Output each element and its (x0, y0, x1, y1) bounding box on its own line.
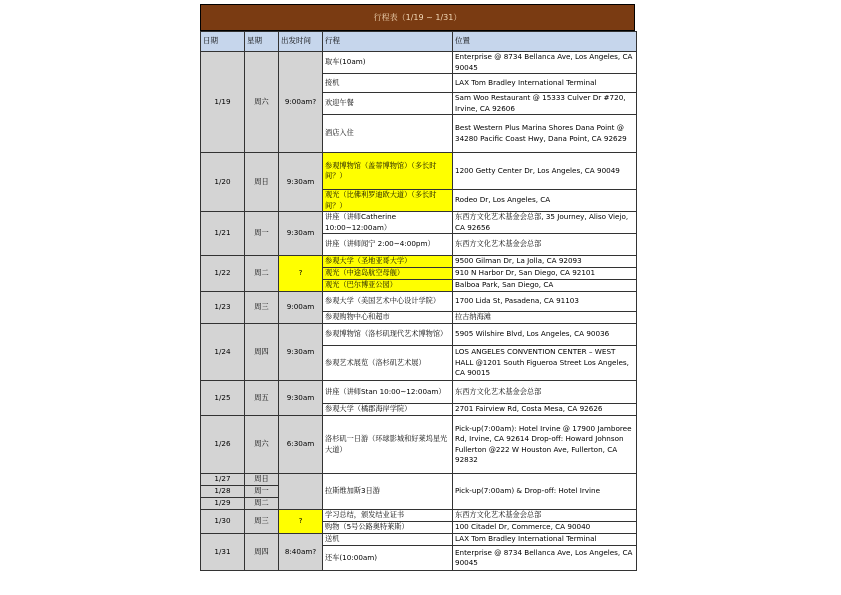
header-time: 出发时间 (279, 32, 323, 52)
location-cell: 1200 Getty Center Dr, Los Angeles, CA 90049 (453, 153, 637, 190)
time-cell: 9:30am (279, 381, 323, 416)
location-cell: 东西方文化艺术基金会总部, 35 Journey, Aliso Viejo, CA 92656 (453, 212, 637, 234)
trip-cell: 拉斯维加斯3日游 (323, 474, 453, 510)
date-cell: 1/21 (201, 212, 245, 256)
day-cell: 周二 (245, 498, 279, 510)
table-row (201, 153, 637, 190)
trip-cell: 观光（比佛利罗迪欧大道）（多长时间？） (323, 190, 453, 212)
date-cell: 1/22 (201, 256, 245, 292)
day-cell: 周六 (245, 416, 279, 474)
header-date: 日期 (201, 32, 245, 52)
trip-cell: 还车(10:00am) (323, 546, 453, 571)
trip-cell: 送机 (323, 534, 453, 546)
location-cell: 910 N Harbor Dr, San Diego, CA 92101 (453, 268, 637, 280)
day-cell: 周一 (245, 212, 279, 256)
trip-cell: 参观购物中心和超市 (323, 312, 453, 324)
date-cell: 1/29 (201, 498, 245, 510)
location-cell: Best Western Plus Marina Shores Dana Point @ 34280 Pacific Coast Hwy, Dana Point, CA 92629 (453, 115, 637, 153)
time-cell: 8:40am? (279, 534, 323, 571)
table-row (201, 292, 637, 312)
header-row (201, 32, 637, 52)
time-cell: 9:30am (279, 153, 323, 212)
table-row (201, 256, 637, 268)
time-cell (279, 474, 323, 510)
table-row (201, 510, 637, 522)
date-cell: 1/27 (201, 474, 245, 486)
date-cell: 1/20 (201, 153, 245, 212)
day-cell: 周二 (245, 256, 279, 292)
sheet-title: 行程表（1/19 ~ 1/31） (200, 4, 635, 31)
trip-cell: 取车(10am) (323, 52, 453, 74)
location-cell: Sam Woo Restaurant @ 15333 Culver Dr #720, Irvine, CA 92606 (453, 93, 637, 115)
date-cell: 1/31 (201, 534, 245, 571)
time-cell: ? (279, 256, 323, 292)
trip-cell: 讲座（讲师闻宁 2:00~4:00pm） (323, 234, 453, 256)
table-row (201, 212, 637, 234)
time-cell: 6:30am (279, 416, 323, 474)
day-cell: 周四 (245, 324, 279, 381)
trip-cell: 讲座（讲师Catherine 10:00~12:00am） (323, 212, 453, 234)
location-cell: LAX Tom Bradley International Terminal (453, 534, 637, 546)
location-cell: 东西方文化艺术基金会总部 (453, 510, 637, 522)
time-cell: 9:30am (279, 212, 323, 256)
day-cell: 周日 (245, 153, 279, 212)
time-cell: 9:30am (279, 324, 323, 381)
location-cell: 100 Citadel Dr, Commerce, CA 90040 (453, 522, 637, 534)
location-cell: 拉古纳海滩 (453, 312, 637, 324)
trip-cell: 洛杉矶一日游（环球影城和好莱坞星光大道） (323, 416, 453, 474)
itinerary-table (200, 31, 637, 571)
time-cell: 9:00am? (279, 52, 323, 153)
itinerary-body (201, 52, 637, 571)
location-cell: 1700 Lida St, Pasadena, CA 91103 (453, 292, 637, 312)
date-cell: 1/28 (201, 486, 245, 498)
table-row (201, 416, 637, 474)
trip-cell: 购物（5号公路奥特莱斯） (323, 522, 453, 534)
table-row (201, 324, 637, 346)
trip-cell: 参观大学（橘郡海岸学院） (323, 404, 453, 416)
date-cell: 1/19 (201, 52, 245, 153)
date-cell: 1/23 (201, 292, 245, 324)
trip-cell: 参观博物馆（盖蒂博物馆）（多长时间？） (323, 153, 453, 190)
location-cell: Pick-up(7:00am) & Drop-off: Hotel Irvine (453, 474, 637, 510)
location-cell: 9500 Gilman Dr, La Jolla, CA 92093 (453, 256, 637, 268)
table-row (201, 474, 637, 486)
table-row (201, 52, 637, 74)
location-cell: 东西方文化艺术基金会总部 (453, 234, 637, 256)
location-cell: Balboa Park, San Diego, CA (453, 280, 637, 292)
time-cell: ? (279, 510, 323, 534)
date-cell: 1/24 (201, 324, 245, 381)
location-cell: 东西方文化艺术基金会总部 (453, 381, 637, 404)
trip-cell: 讲座（讲师Stan 10:00~12:00am） (323, 381, 453, 404)
location-cell: Enterprise @ 8734 Bellanca Ave, Los Angeles, CA 90045 (453, 546, 637, 571)
day-cell: 周五 (245, 381, 279, 416)
trip-cell: 接机 (323, 74, 453, 93)
time-cell: 9:00am (279, 292, 323, 324)
location-cell: Enterprise @ 8734 Bellanca Ave, Los Angeles, CA 90045 (453, 52, 637, 74)
day-cell: 周六 (245, 52, 279, 153)
trip-cell: 观光（中途岛航空母舰） (323, 268, 453, 280)
day-cell: 周一 (245, 486, 279, 498)
trip-cell: 参观博物馆（洛杉矶现代艺术博物馆） (323, 324, 453, 346)
date-cell: 1/26 (201, 416, 245, 474)
day-cell: 周四 (245, 534, 279, 571)
table-row (201, 534, 637, 546)
trip-cell: 参观大学（美国艺术中心设计学院） (323, 292, 453, 312)
header-day: 星期 (245, 32, 279, 52)
trip-cell: 观光（巴尔博亚公园） (323, 280, 453, 292)
date-cell: 1/25 (201, 381, 245, 416)
trip-cell: 学习总结，颁发结业证书 (323, 510, 453, 522)
trip-cell: 酒店入住 (323, 115, 453, 153)
trip-cell: 参观艺术展览（洛杉矶艺术展） (323, 346, 453, 381)
location-cell: 2701 Fairview Rd, Costa Mesa, CA 92626 (453, 404, 637, 416)
location-cell: 5905 Wilshire Blvd, Los Angeles, CA 90036 (453, 324, 637, 346)
day-cell: 周三 (245, 510, 279, 534)
location-cell: Pick-up(7:00am): Hotel Irvine @ 17900 Jamboree Rd, Irvine, CA 92614 Drop-off: Howard Johnson Fullerton @222 W Houston Ave, Fullerton, CA 92832 (453, 416, 637, 474)
location-cell: LAX Tom Bradley International Terminal (453, 74, 637, 93)
trip-cell: 欢迎午餐 (323, 93, 453, 115)
header-location: 位置 (453, 32, 637, 52)
location-cell: Rodeo Dr, Los Angeles, CA (453, 190, 637, 212)
table-row (201, 381, 637, 404)
day-cell: 周日 (245, 474, 279, 486)
date-cell: 1/30 (201, 510, 245, 534)
trip-cell: 参观大学（圣地亚哥大学） (323, 256, 453, 268)
location-cell: LOS ANGELES CONVENTION CENTER – WEST HALL @1201 South Figueroa Street Los Angeles, CA 90015 (453, 346, 637, 381)
day-cell: 周三 (245, 292, 279, 324)
itinerary-sheet (200, 4, 635, 571)
header-trip: 行程 (323, 32, 453, 52)
